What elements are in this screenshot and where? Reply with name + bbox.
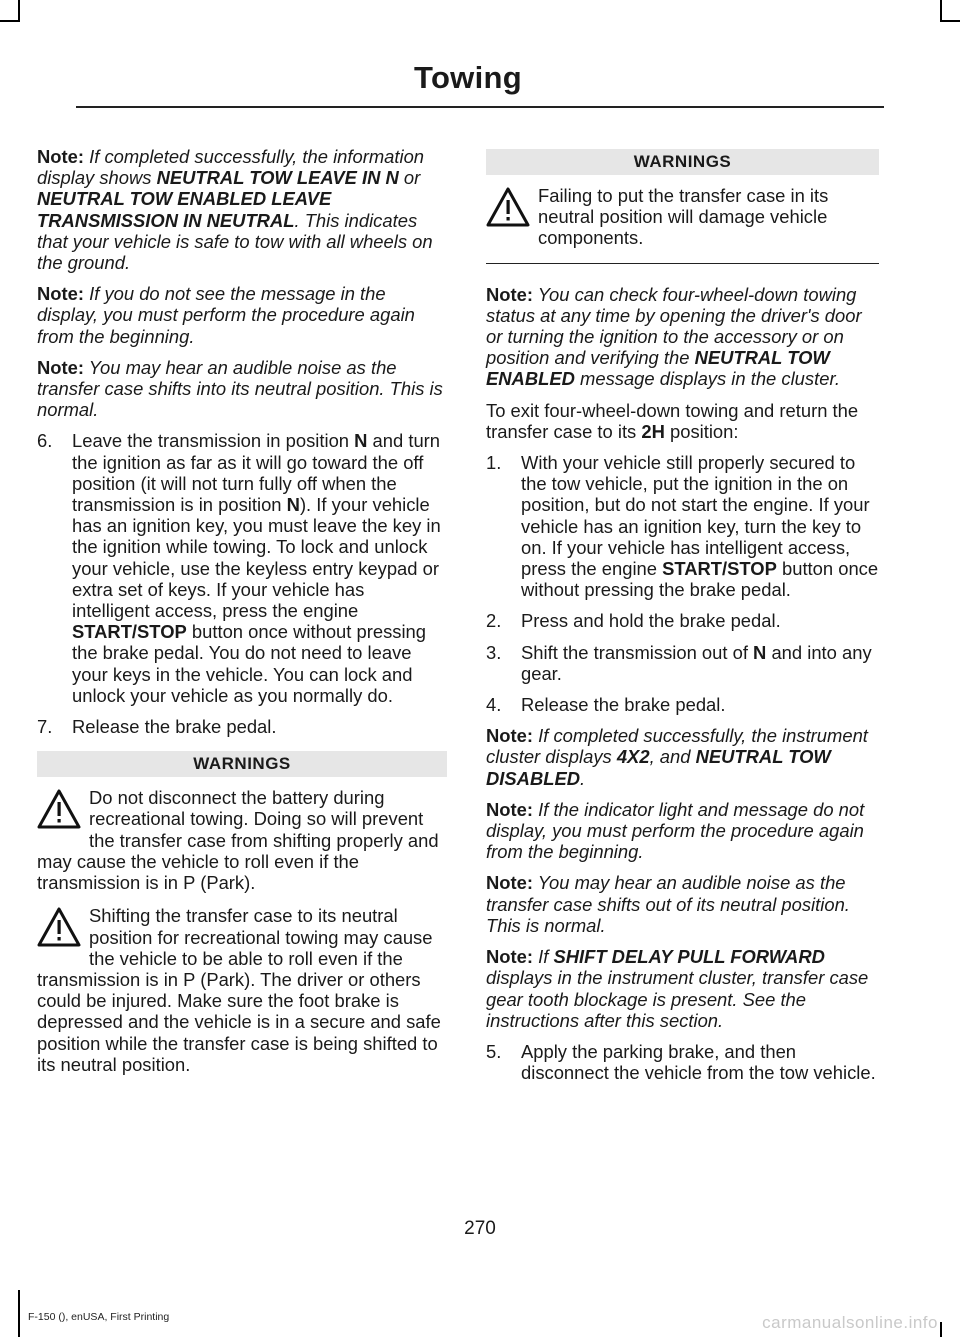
warnings-header: WARNINGS [37, 751, 447, 777]
page-title: Towing [414, 60, 522, 95]
list-item: 6. Leave the transmission in position N and turn the ignition as far as it will go toward the off position (it will not turn fully off when the transmission is in position N). If your vehicle has an ignition key, you must leave the key in the ignition while towing. To lock and unlock your vehicle, use the keyless entry keypad or extra set of keys. If your vehicle has intelligent access, press the engine START/STOP button once without pressing the brake pedal. You do not need to leave your keys in the vehicle. You can lock and unlock your vehicle as you normally do. [37, 430, 441, 706]
footer-text: F-150 (), enUSA, First Printing [28, 1311, 170, 1323]
watermark: carmanualsonline.info [762, 1313, 938, 1332]
crop-mark [940, 20, 960, 22]
warning-block [37, 905, 447, 1075]
warning-text: Shifting the transfer case to its neutral position for recreational towing may cause the vehicle to be able to roll even if the transmission is in P (Park). The driver or others could be injured. Make sure the foot brake is depressed and the vehicle is in a secure and safe position while the transfer case is being shifted to its neutral position. [37, 905, 441, 1075]
list-item: 5. Apply the parking brake, and then disconnect the vehicle from the tow vehicle. [486, 1040, 876, 1084]
paragraph: To exit four-wheel-down towing and return the transfer case to its 2H position: [486, 399, 859, 442]
warning-text: Failing to put the transfer case in its neutral position will damage vehicle components. [538, 185, 829, 249]
note: Note: If completed successfully, the instrument cluster displays 4X2, and NEUTRAL TOW DISABLED. [486, 725, 868, 789]
warning-triangle-icon [486, 185, 538, 229]
note: Note: If you do not see the message in the display, you must perform the procedure again from the beginning. [37, 283, 415, 347]
right-column [486, 149, 879, 1093]
crop-mark [18, 0, 20, 22]
list-item: 4. Release the brake pedal. [486, 694, 726, 716]
note: Note: You can check four-wheel-down towing status at any time by opening the driver's door or turning the ignition to the accessory or on position and verifying the NEUTRAL TOW ENABLED message displays in the cluster. [486, 283, 862, 390]
list-item: 3. Shift the transmission out of N and into any gear. [486, 641, 872, 684]
list-item: 1. With your vehicle still properly secured to the tow vehicle, put the ignition in the on position, but do not start the engine. If your vehicle has an ignition key, turn the key to on. If your vehicle has intelligent access, press the engine START/STOP button once without pressing the brake pedal. [486, 452, 879, 601]
warning-block [37, 787, 447, 893]
crop-mark [0, 20, 20, 22]
crop-mark [940, 1322, 942, 1337]
warning-text: Do not disconnect the battery during recreational towing. Doing so will prevent the transfer case from shifting properly and may cause the vehicle to roll even if the transmission is in P (Park). [37, 787, 439, 894]
page-number: 270 [464, 1218, 496, 1239]
warning-triangle-icon [37, 905, 89, 949]
note: Note: You may hear an audible noise as the transfer case shifts out of its neutral position. This is normal. [486, 872, 850, 936]
warning-triangle-icon [37, 787, 89, 831]
list-item: 7. Release the brake pedal. [37, 716, 277, 738]
crop-mark [940, 0, 942, 22]
list-item: 2. Press and hold the brake pedal. [486, 610, 781, 632]
left-column [37, 146, 447, 1085]
warnings-header: WARNINGS [486, 149, 879, 175]
warning-block [486, 185, 879, 264]
crop-mark [18, 1290, 20, 1337]
header-rule [76, 106, 884, 108]
note: Note: If the indicator light and message do not display, you must perform the procedure again from the beginning. [486, 798, 865, 863]
note: Note: If SHIFT DELAY PULL FORWARD displays in the instrument cluster, transfer case gear tooth blockage is present. See the instructions after this section. [486, 946, 869, 1031]
note: Note: If completed successfully, the information display shows NEUTRAL TOW LEAVE IN N or NEUTRAL TOW ENABLED LEAVE TRANSMISSION IN NEUTRAL. This indicates that your vehicle is safe to tow with all wheels on the ground. [37, 146, 433, 274]
note: Note: You may hear an audible noise as the transfer case shifts into its neutral position. This is normal. [37, 356, 443, 421]
